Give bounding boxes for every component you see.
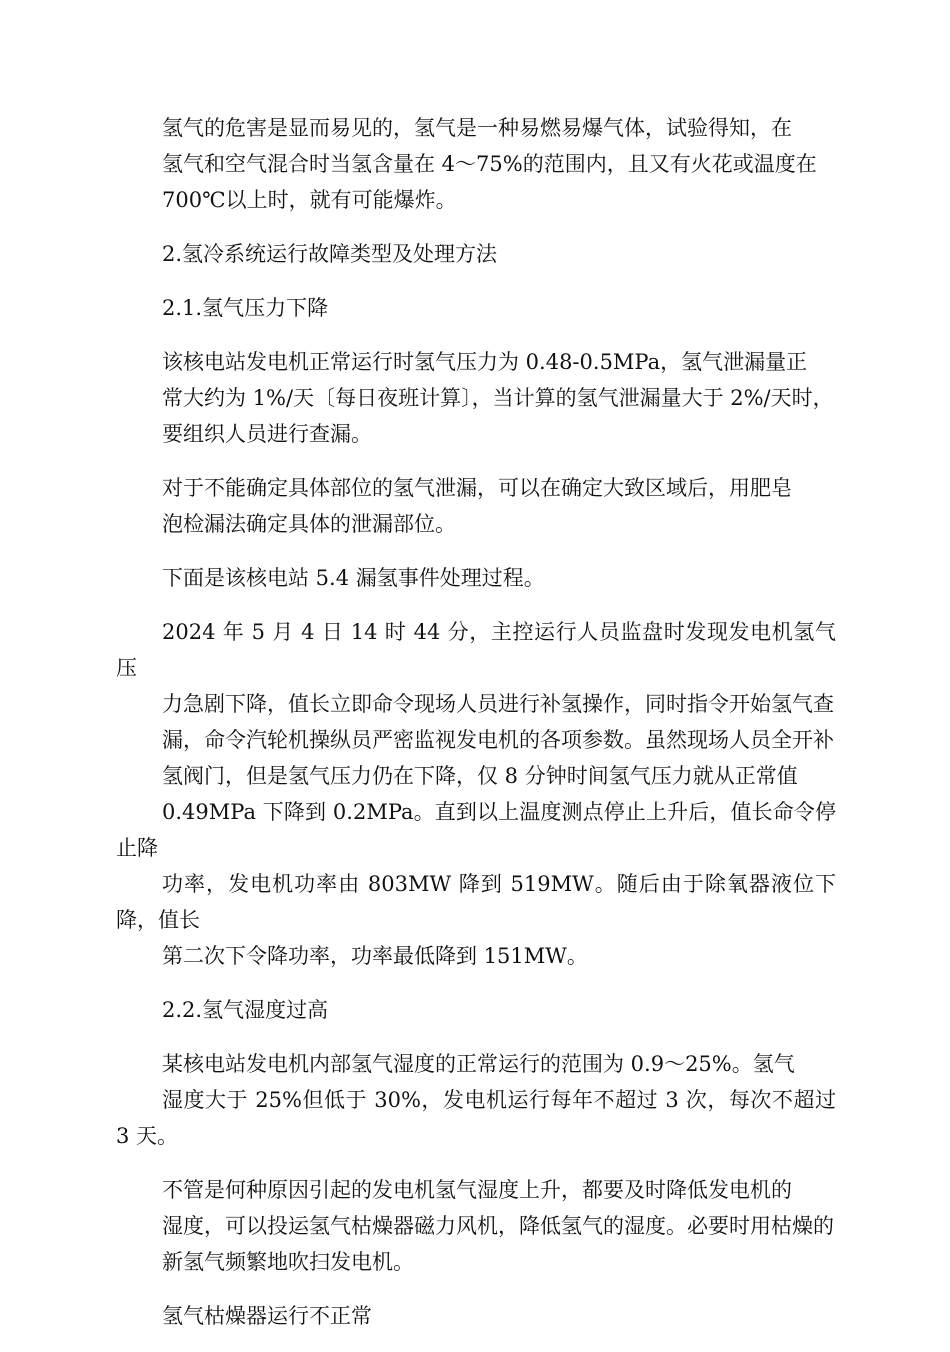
heading-text: 2.2.氢气湿度过高 bbox=[162, 998, 329, 1022]
paragraph-event-intro bbox=[116, 560, 836, 596]
text-line: 对于不能确定具体部位的氢气泄漏，可以在确定大致区域后，用肥皂 bbox=[162, 476, 792, 500]
text-line: 下面是该核电站 5.4 漏氢事件处理过程。 bbox=[162, 566, 545, 590]
text-line: 力急剧下降，值长立即命令现场人员进行补氢操作，同时指令开始氢气查 bbox=[162, 692, 834, 716]
section-heading-humidity-high bbox=[116, 992, 836, 1028]
text-line: 泡检漏法确定具体的泄漏部位。 bbox=[162, 512, 456, 536]
text-line: 第二次下令降功率，功率最低降到 151MW。 bbox=[162, 944, 588, 968]
paragraph-soap-bubble-test bbox=[116, 470, 836, 542]
text-line: 湿度大于 25%但低于 30%，发电机运行每年不超过 3 次，每次不超过 3 天。 bbox=[116, 1088, 836, 1148]
text-line: 该核电站发电机正常运行时氢气压力为 0.48-0.5MPa，氢气泄漏量正 bbox=[162, 350, 808, 374]
heading-text: 2.1.氢气压力下降 bbox=[162, 296, 329, 320]
heading-text: 2.氢冷系统运行故障类型及处理方法 bbox=[162, 242, 498, 266]
paragraph-normal-pressure bbox=[116, 344, 836, 452]
text-line: 漏，命令汽轮机操纵员严密监视发电机的各项参数。虽然现场人员全开补 bbox=[162, 728, 834, 752]
text-line: 某核电站发电机内部氢气湿度的正常运行的范围为 0.9～25%。氢气 bbox=[162, 1052, 795, 1076]
text-line: 功率，发电机功率由 803MW 降到 519MW。随后由于除氧器液位下降，值长 bbox=[116, 872, 836, 932]
paragraph-humidity-range bbox=[116, 1046, 836, 1154]
text-line: 0.49MPa 下降到 0.2MPa。直到以上温度测点停止上升后，值长命令停止降 bbox=[116, 800, 836, 860]
paragraph-humidity-remedy bbox=[116, 1172, 836, 1280]
section-heading-fault-types bbox=[116, 236, 836, 272]
text-line: 氢阀门，但是氢气压力仍在下降，仅 8 分钟时间氢气压力就从正常值 bbox=[162, 764, 798, 788]
section-heading-dryer-abnormal bbox=[116, 1298, 836, 1334]
text-line: 氢气的危害是显而易见的，氢气是一种易燃易爆气体，试验得知，在 bbox=[162, 116, 792, 140]
paragraph-hydrogen-hazard bbox=[116, 110, 836, 218]
section-heading-pressure-drop bbox=[116, 290, 836, 326]
text-line: 700℃以上时，就有可能爆炸。 bbox=[162, 188, 457, 212]
text-line: 常大约为 1%/天〔每日夜班计算〕，当计算的氢气泄漏量大于 2%/天时， bbox=[162, 386, 834, 410]
text-line: 要组织人员进行查漏。 bbox=[162, 422, 372, 446]
document-body bbox=[116, 110, 836, 1352]
heading-text: 氢气枯燥器运行不正常 bbox=[162, 1304, 372, 1328]
text-line: 不管是何种原因引起的发电机氢气湿度上升，都要及时降低发电机的 bbox=[162, 1178, 792, 1202]
text-line: 新氢气频繁地吹扫发电机。 bbox=[162, 1250, 414, 1274]
text-line: 湿度，可以投运氢气枯燥器磁力风机，降低氢气的湿度。必要时用枯燥的 bbox=[162, 1214, 834, 1238]
text-line: 2024 年 5 月 4 日 14 时 44 分，主控运行人员监盘时发现发电机氢气压 bbox=[116, 620, 836, 680]
text-line: 氢气和空气混合时当氢含量在 4～75%的范围内，且又有火花或温度在 bbox=[162, 152, 817, 176]
paragraph-event-details bbox=[116, 614, 836, 974]
